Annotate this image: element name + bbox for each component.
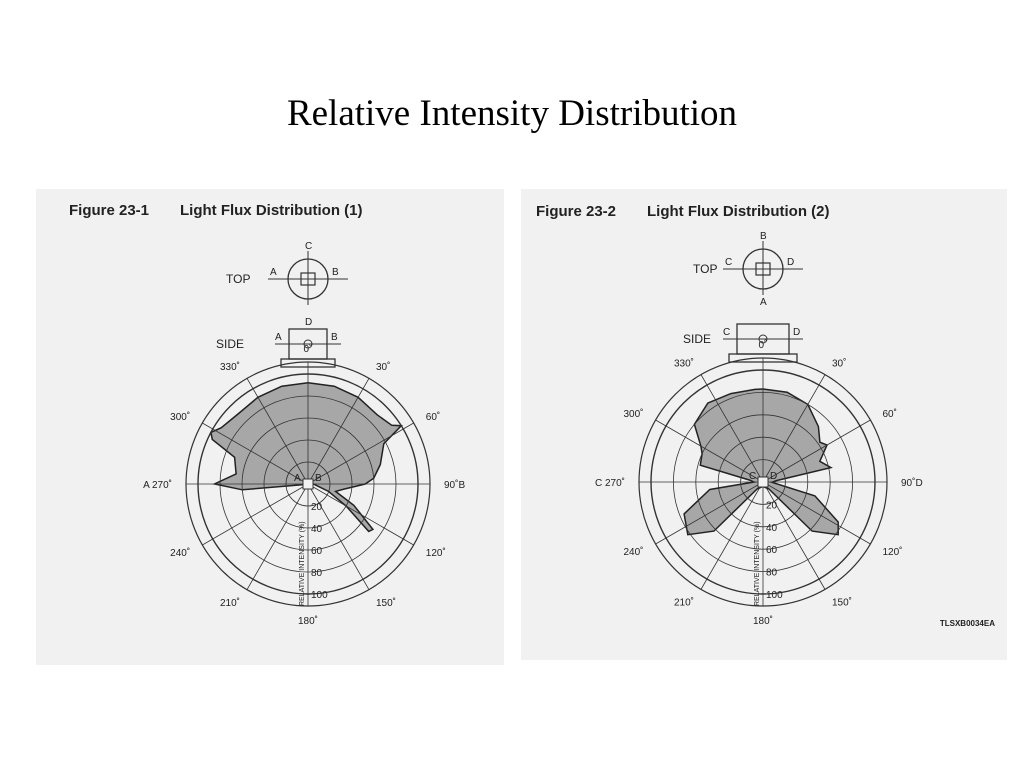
radial-axis-label: RELATIVE INTENSITY (%) bbox=[299, 521, 306, 606]
angle-label-30: 30˚ bbox=[832, 358, 847, 370]
spoke-120 bbox=[308, 484, 414, 545]
angle-label-180: 180˚ bbox=[752, 616, 774, 627]
figure-number: Figure 23-2 bbox=[536, 203, 617, 220]
side-view-letter-left: A bbox=[275, 332, 282, 343]
figure-code: TLSXB0034EA bbox=[939, 619, 995, 628]
radial-tick-80: 80 bbox=[766, 567, 778, 579]
angle-label-210: 210˚ bbox=[673, 597, 694, 609]
radial-tick-60: 60 bbox=[311, 546, 323, 557]
radial-tick-20: 20 bbox=[766, 500, 778, 512]
angle-label-90: 90˚B bbox=[444, 480, 466, 491]
radial-tick-100: 100 bbox=[766, 590, 783, 601]
angle-label-330: 330˚ bbox=[673, 358, 694, 370]
radial-tick-20: 20 bbox=[311, 502, 323, 513]
side-view-label: SIDE bbox=[216, 337, 245, 351]
figure-panel-2 bbox=[521, 189, 1007, 660]
top-view-letter-left: A bbox=[270, 267, 277, 278]
polar-chart-2 bbox=[521, 189, 1007, 660]
top-view-letter-up: C bbox=[305, 241, 313, 252]
figure-title: Light Flux Distribution (1) bbox=[180, 202, 363, 219]
angle-label-210: 210˚ bbox=[219, 597, 240, 609]
intensity-lobe-1 bbox=[684, 389, 838, 535]
angle-label-270: C 270˚ bbox=[594, 478, 625, 489]
side-view-letter-right: D bbox=[793, 327, 801, 338]
spoke-120 bbox=[763, 482, 870, 544]
top-view-label: TOP bbox=[226, 272, 251, 286]
side-view-letter-right: B bbox=[331, 332, 338, 343]
polar-chart-1 bbox=[36, 189, 504, 665]
top-view-letter-left: C bbox=[725, 257, 733, 268]
side-view-letter-up: D bbox=[305, 317, 313, 328]
angle-label-240: 240˚ bbox=[170, 548, 191, 559]
angle-label-0: 0˚ bbox=[758, 340, 768, 351]
angle-label-240: 240˚ bbox=[623, 547, 644, 558]
angle-label-300: 300˚ bbox=[623, 409, 644, 420]
angle-label-330: 330˚ bbox=[219, 362, 240, 374]
radial-tick-40: 40 bbox=[311, 524, 323, 535]
angle-label-180: 180˚ bbox=[297, 616, 319, 627]
angle-label-30: 30˚ bbox=[376, 362, 391, 374]
radial-tick-100: 100 bbox=[311, 590, 328, 601]
angle-label-300: 300˚ bbox=[170, 412, 191, 423]
radial-axis-label: RELATIVE INTENSITY (%) bbox=[754, 521, 761, 606]
top-view-letter-down: A bbox=[760, 297, 767, 308]
top-view-letter-right: D bbox=[787, 257, 795, 268]
angle-label-90: 90˚D bbox=[901, 478, 923, 489]
angle-label-60: 60˚ bbox=[882, 409, 897, 420]
side-view-letter-left: C bbox=[723, 327, 731, 338]
angle-label-120: 120˚ bbox=[425, 548, 446, 559]
center-letter-left: A bbox=[294, 473, 301, 484]
figure-number: Figure 23-1 bbox=[69, 202, 150, 219]
center-letter-right: D bbox=[770, 471, 778, 482]
angle-label-0: 0˚ bbox=[303, 344, 313, 355]
side-view-label: SIDE bbox=[683, 332, 712, 346]
intensity-lobe-1 bbox=[211, 383, 401, 532]
slide-title: Relative Intensity Distribution bbox=[286, 93, 738, 134]
radial-tick-80: 80 bbox=[311, 568, 323, 579]
angle-label-150: 150˚ bbox=[832, 597, 853, 609]
center-box bbox=[303, 479, 313, 489]
center-box bbox=[758, 477, 768, 487]
figure-title: Light Flux Distribution (2) bbox=[647, 203, 830, 220]
top-view-letter-right: B bbox=[332, 267, 339, 278]
radial-tick-40: 40 bbox=[766, 522, 778, 534]
angle-label-270: A 270˚ bbox=[143, 480, 172, 491]
figure-panel-1 bbox=[36, 189, 504, 665]
top-view-label: TOP bbox=[693, 262, 718, 276]
center-letter-right: B bbox=[315, 473, 322, 484]
center-letter-left: C bbox=[749, 471, 757, 482]
spoke-240 bbox=[202, 484, 308, 545]
angle-label-150: 150˚ bbox=[376, 597, 397, 609]
top-view-letter-up: B bbox=[760, 231, 767, 242]
angle-label-120: 120˚ bbox=[882, 547, 903, 558]
radial-tick-60: 60 bbox=[766, 545, 778, 557]
angle-label-60: 60˚ bbox=[425, 412, 441, 423]
